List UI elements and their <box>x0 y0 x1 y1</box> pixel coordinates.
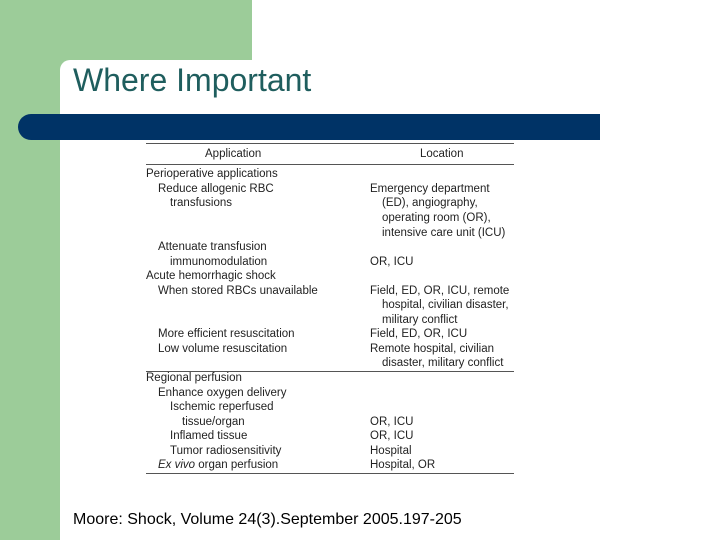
loc-cell: operating room (OR), <box>382 212 491 224</box>
loc-cell: intensive care unit (ICU) <box>382 227 506 239</box>
app-cell-italic: Ex vivo <box>158 459 196 471</box>
app-cell: Low volume resuscitation <box>158 343 288 355</box>
application-location-table <box>146 143 514 473</box>
table-bottom-rule <box>146 473 514 474</box>
app-cell: Tumor radiosensitivity <box>170 445 282 457</box>
title-underline-bar <box>18 114 600 140</box>
loc-cell: Emergency department <box>370 183 490 195</box>
app-cell-text: organ perfusion <box>198 459 279 471</box>
loc-cell: OR, ICU <box>370 430 414 442</box>
app-cell: Enhance oxygen delivery <box>158 387 287 399</box>
slide-title: Where Important <box>73 62 312 98</box>
header-location: Location <box>420 148 464 160</box>
loc-cell: OR, ICU <box>370 256 414 268</box>
loc-cell: (ED), angiography, <box>382 197 478 209</box>
app-cell <box>158 458 278 473</box>
loc-cell: Hospital, OR <box>370 459 436 471</box>
loc-cell: Field, ED, OR, ICU, remote <box>370 285 510 297</box>
green-side-strip <box>0 0 60 540</box>
loc-cell: OR, ICU <box>370 416 414 428</box>
header-application: Application <box>205 148 262 160</box>
app-cell: Ischemic reperfused <box>170 401 274 413</box>
app-cell: When stored RBCs unavailable <box>158 285 318 297</box>
table-top-rule <box>146 143 514 144</box>
app-cell: Attenuate transfusion <box>158 241 267 253</box>
loc-cell: military conflict <box>382 314 458 326</box>
app-cell: More efficient resuscitation <box>158 328 295 340</box>
app-cell: Perioperative applications <box>146 168 278 180</box>
loc-cell: Field, ED, OR, ICU <box>370 328 468 340</box>
loc-cell: Hospital <box>370 445 412 457</box>
loc-cell: disaster, military conflict <box>382 357 504 369</box>
app-cell: tissue/organ <box>182 416 245 428</box>
app-cell: Regional perfusion <box>146 372 242 384</box>
app-cell: Reduce allogenic RBC <box>158 183 274 195</box>
citation: Moore: Shock, Volume 24(3).September 2005.197-205 <box>73 511 462 528</box>
app-cell: immunomodulation <box>170 256 268 268</box>
loc-cell: Remote hospital, civilian <box>370 343 495 355</box>
app-cell: transfusions <box>170 197 233 209</box>
app-cell: Inflamed tissue <box>170 430 248 442</box>
loc-cell: hospital, civilian disaster, <box>382 299 509 311</box>
app-cell: Acute hemorrhagic shock <box>146 270 276 282</box>
table-header-rule <box>146 164 514 165</box>
